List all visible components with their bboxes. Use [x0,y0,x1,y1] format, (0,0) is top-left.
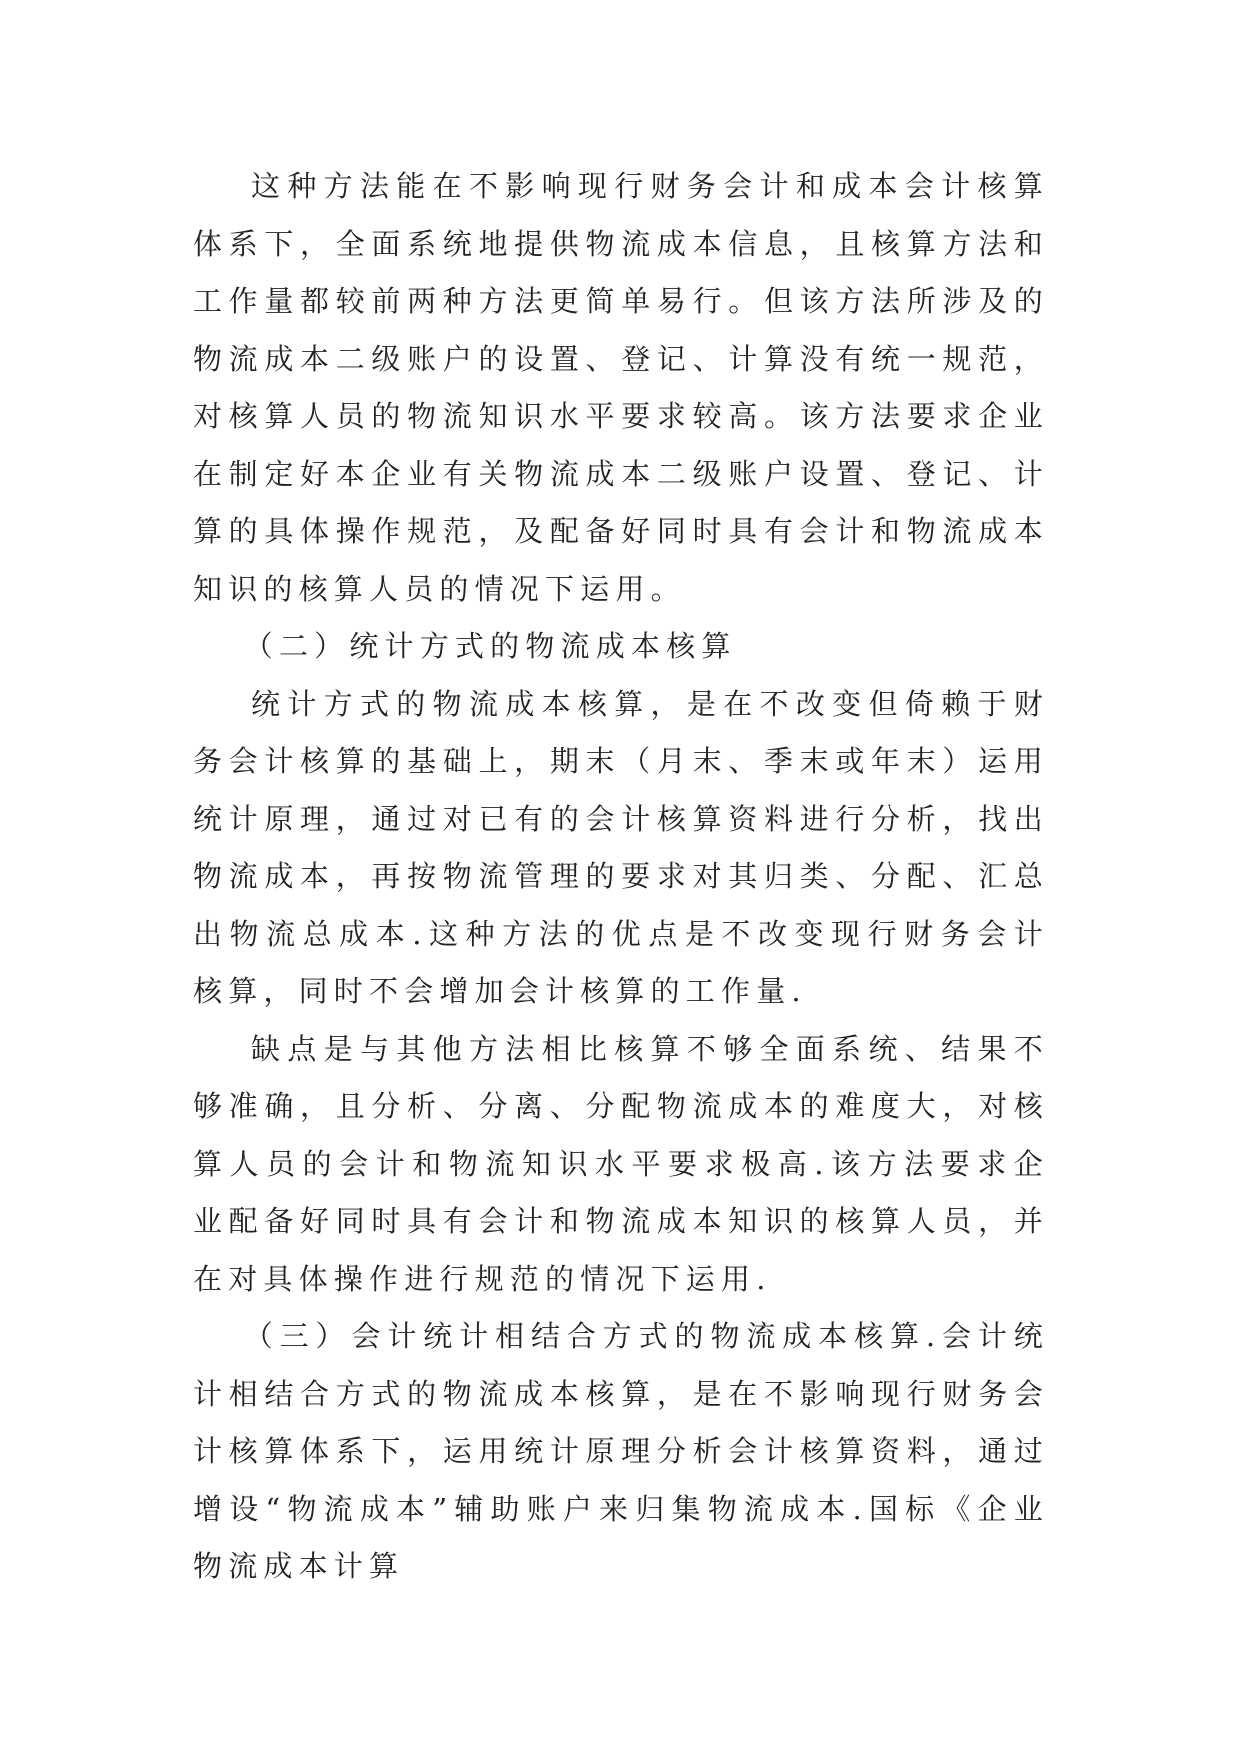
paragraph-disadvantages: 缺点是与其他方法相比核算不够全面系统、结果不够准确，且分析、分离、分配物流成本的难度大，对核算人员的会计和物流知识水平要求极高.该方法要求企业配备好同时具有会计和物流成本知识的核算人员，并在对具体操作进行规范的情况下运用. [193,1031,1049,1296]
section-heading-statistical: （二）统计方式的物流成本核算 [243,629,737,663]
paragraph-statistical-method: 统计方式的物流成本核算，是在不改变但倚赖于财务会计核算的基础上，期末（月末、季末或年末）运用统计原理，通过对已有的会计核算资料进行分析，找出物流成本，再按物流管理的要求对其归类、分配、汇总出物流总成本.这种方法的优点是不改变现行财务会计核算，同时不会增加会计核算的工作量. [193,686,1049,1008]
paragraph-combined-method: （三）会计统计相结合方式的物流成本核算.会计统计相结合方式的物流成本核算，是在不影响现行财务会计核算体系下，运用统计原理分析会计核算资料，通过增设“物流成本”辅助账户来归集物流成本.国标《企业物流成本计算 [193,1319,1049,1583]
document-body [193,158,1049,1596]
paragraph-method-evaluation: 这种方法能在不影响现行财务会计和成本会计核算体系下，全面系统地提供物流成本信息，且核算方法和工作量都较前两种方法更简单易行。但该方法所涉及的物流成本二级账户的设置、登记、计算没有统一规范，对核算人员的物流知识水平要求较高。该方法要求企业在制定好本企业有关物流成本二级账户设置、登记、计算的具体操作规范，及配备好同时具有会计和物流成本知识的核算人员的情况下运用。 [193,169,1049,606]
